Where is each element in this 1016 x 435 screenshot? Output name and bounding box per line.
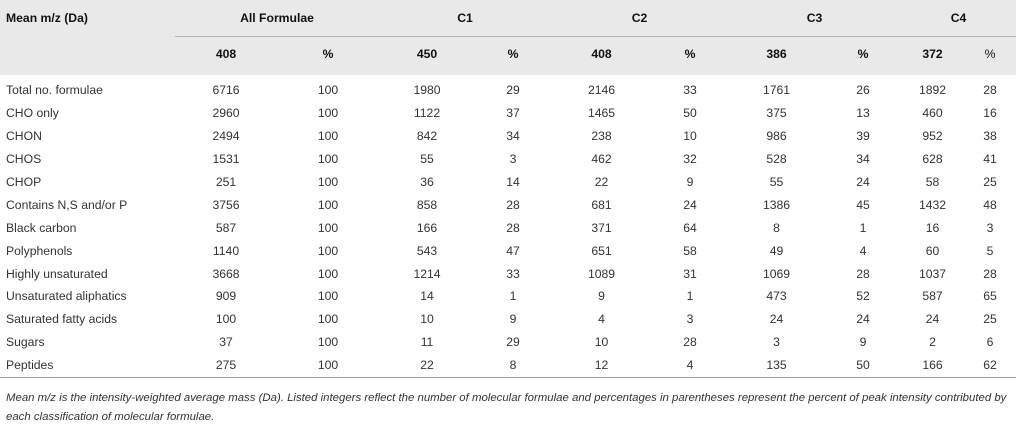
table-cell: 8 <box>475 354 551 377</box>
table-cell: 31 <box>683 266 697 281</box>
table-cell: 842 <box>416 129 438 144</box>
table-cell: 6716 <box>212 83 240 98</box>
table-cell: 251 <box>215 175 237 189</box>
table-footnote: Mean m/z is the intensity-weighted average mass (Da). Listed integers reflect the number of molecular formulae and percentages in parentheses represent the percent of peak intensity contributed by each classification of molecular formulae. <box>6 392 1007 423</box>
table-cell: 50 <box>683 106 697 121</box>
table-cell: 1892 <box>918 83 947 98</box>
table-cell: 2146 <box>587 83 616 98</box>
table-cell: 2 <box>929 335 936 350</box>
table-cell: 587 <box>922 289 943 304</box>
table-cell: 39 <box>856 129 870 144</box>
table-cell: 28 <box>506 197 520 212</box>
row-label: CHO only <box>6 106 59 121</box>
table-cell: 11 <box>420 335 434 350</box>
group-name: C3 <box>806 11 823 25</box>
table-cell: 100 <box>317 335 339 350</box>
table-row <box>0 285 1016 308</box>
table-row <box>0 193 1016 216</box>
table-cell: 49 <box>769 243 784 258</box>
table-cell: 371 <box>591 220 612 235</box>
table-cell: 1122 <box>413 106 441 121</box>
table-cell: 38 <box>983 129 997 144</box>
table-cell: 9 <box>598 289 605 304</box>
table-cell: 100 <box>317 312 339 327</box>
table-cell: 1 <box>859 220 867 235</box>
table-cell: 462 <box>591 152 612 167</box>
table-cell: 14 <box>506 175 520 189</box>
group-name: C4 <box>950 11 967 25</box>
table-cell: 24 <box>769 312 784 327</box>
table-cell: 100 <box>317 152 339 167</box>
table-cell: 952 <box>922 129 943 144</box>
table-cell: 986 <box>766 129 787 144</box>
header-row-groups <box>0 0 1016 37</box>
table-cell: 1386 <box>762 197 791 212</box>
table-cell: 28 <box>856 266 870 281</box>
table-cell: 45 <box>856 197 870 212</box>
group-header-c1 <box>379 0 551 37</box>
table-cell: 10 <box>683 129 697 144</box>
table-cell: 55 <box>420 152 434 167</box>
table-cell: 9 <box>686 175 694 189</box>
row-label: Sugars <box>6 335 45 350</box>
row-label: Unsaturated aliphatics <box>6 289 127 304</box>
table-cell: 22 <box>379 354 475 377</box>
table-cell: 651 <box>591 243 612 258</box>
table-cell: 8 <box>773 220 780 235</box>
row-label: CHOS <box>6 152 42 167</box>
table-cell: 1037 <box>918 266 947 281</box>
pct-c2: % <box>652 37 728 72</box>
table-row <box>0 102 1016 125</box>
table-cell: 100 <box>317 106 339 121</box>
row-label: Saturated fatty acids <box>6 312 118 327</box>
mean-c1: 450 <box>379 37 475 72</box>
mean-c3: 386 <box>728 37 825 72</box>
table-row <box>0 216 1016 239</box>
pct-c3: % <box>825 37 901 72</box>
table-row <box>0 331 1016 354</box>
pct-c4: % <box>964 37 1016 72</box>
mean-all: 408 <box>175 37 277 72</box>
table-cell: 1 <box>686 289 694 304</box>
row-label: Black carbon <box>6 220 77 235</box>
table-cell: 14 <box>420 289 434 304</box>
table-cell: 100 <box>317 175 339 189</box>
row-label: Polyphenols <box>6 243 73 258</box>
table-cell: 24 <box>856 312 870 327</box>
table-cell: 166 <box>901 354 964 377</box>
table-cell: 12 <box>551 354 652 377</box>
table-cell: 1432 <box>918 197 947 212</box>
table-cell: 29 <box>506 335 520 350</box>
table-cell: 62 <box>964 354 1016 377</box>
table-cell: 22 <box>594 175 609 189</box>
table-cell: 166 <box>416 220 438 235</box>
table-cell: 29 <box>506 83 520 98</box>
row-label: Contains N,S and/or P <box>6 197 128 212</box>
table-cell: 16 <box>925 220 940 235</box>
table-cell: 36 <box>420 175 434 189</box>
table-cell: 1069 <box>762 266 791 281</box>
table-row <box>0 239 1016 262</box>
table-cell: 28 <box>983 83 997 98</box>
table-cell: 48 <box>983 197 997 212</box>
table-cell: 1089 <box>587 266 616 281</box>
table-cell: 100 <box>317 243 339 258</box>
table-cell: 1214 <box>413 266 441 281</box>
table-cell: 4 <box>598 312 605 327</box>
table-cell: 100 <box>317 129 339 144</box>
group-header-c4 <box>901 0 1016 37</box>
table-cell: 24 <box>856 175 870 189</box>
table-cell: 528 <box>766 152 787 167</box>
table-cell: 4 <box>652 354 728 377</box>
table-cell: 58 <box>683 243 697 258</box>
table-cell: 26 <box>856 83 870 98</box>
table-cell: 65 <box>983 289 997 304</box>
pct-c1: % <box>475 37 551 72</box>
table-cell: 3668 <box>212 266 240 281</box>
table-body <box>0 75 1016 377</box>
row-label: Highly unsaturated <box>6 266 108 281</box>
table-cell: 32 <box>683 152 697 167</box>
table-cell: 543 <box>416 243 438 258</box>
table-cell: 1531 <box>212 152 240 167</box>
table-row <box>0 125 1016 148</box>
table-cell: 52 <box>856 289 870 304</box>
table-cell: 858 <box>416 197 438 212</box>
table-cell: 2960 <box>212 106 240 121</box>
table-cell: 100 <box>317 83 339 98</box>
group-header-c3 <box>728 0 901 37</box>
table-cell: 375 <box>766 106 787 121</box>
table-cell: 473 <box>766 289 787 304</box>
table-cell: 3756 <box>212 197 240 212</box>
table-cell: 28 <box>506 220 520 235</box>
table-cell: 4 <box>859 243 867 258</box>
table-cell: 460 <box>922 106 943 121</box>
group-name: C2 <box>631 11 648 25</box>
table-cell: 28 <box>983 266 997 281</box>
pct-all: % <box>277 37 379 72</box>
header-row-means <box>0 37 1016 72</box>
table-cell: 587 <box>215 220 237 235</box>
table-cell: 24 <box>683 197 697 212</box>
table-cell: 37 <box>506 106 520 121</box>
table-cell: 1 <box>509 289 517 304</box>
table-row <box>0 75 1016 102</box>
table-cell: 41 <box>983 152 997 167</box>
table-cell: 10 <box>420 312 434 327</box>
table-cell: 9 <box>859 335 867 350</box>
table-cell: 100 <box>317 220 339 235</box>
table-cell: 34 <box>856 152 870 167</box>
row-label: CHOP <box>6 175 42 189</box>
group-header-c2 <box>551 0 728 37</box>
table-row <box>0 148 1016 171</box>
table-cell: 47 <box>506 243 520 258</box>
table-row <box>0 354 1016 377</box>
table-cell: 100 <box>215 312 237 327</box>
table-cell: 681 <box>591 197 612 212</box>
table-cell: 100 <box>277 354 379 377</box>
group-name: All Formulae <box>240 11 314 25</box>
table-cell: 1140 <box>212 243 240 258</box>
table-cell: 628 <box>922 152 943 167</box>
table-cell: 3 <box>686 312 694 327</box>
table-cell: 275 <box>175 354 277 377</box>
table-cell: 100 <box>317 266 339 281</box>
table-cell: 50 <box>825 354 901 377</box>
table-cell: 909 <box>215 289 237 304</box>
table-cell: 60 <box>925 243 940 258</box>
table-cell: 3 <box>986 220 994 235</box>
mean-c2: 408 <box>551 37 652 72</box>
table-cell: 37 <box>219 335 233 350</box>
table-cell: 135 <box>728 354 825 377</box>
table-cell: 24 <box>925 312 940 327</box>
group-header-all <box>175 0 379 37</box>
table-cell: 34 <box>506 129 520 144</box>
row-label: Total no. formulae <box>6 83 103 98</box>
table-cell: 238 <box>591 129 612 144</box>
header-label: Mean m/z (Da) <box>0 0 175 37</box>
table-cell: 55 <box>769 175 784 189</box>
table-cell: 1465 <box>587 106 616 121</box>
row-label: Peptides <box>0 354 175 377</box>
table-row <box>0 171 1016 194</box>
table-cell: 33 <box>506 266 520 281</box>
table-cell: 1761 <box>762 83 791 98</box>
group-name: C1 <box>457 11 473 25</box>
table-cell: 25 <box>983 175 997 189</box>
table-cell: 9 <box>509 312 517 327</box>
table-row <box>0 262 1016 285</box>
table-row <box>0 308 1016 331</box>
table-cell: 3 <box>509 152 517 167</box>
table-cell: 100 <box>317 289 339 304</box>
table-cell: 25 <box>983 312 997 327</box>
table-cell: 64 <box>683 220 697 235</box>
table-cell: 58 <box>925 175 940 189</box>
table-cell: 1980 <box>413 83 441 98</box>
table-cell: 33 <box>683 83 697 98</box>
table-cell: 6 <box>986 335 994 350</box>
mean-c4: 372 <box>901 37 964 72</box>
table-cell: 28 <box>683 335 697 350</box>
table-cell: 5 <box>986 243 994 258</box>
table-cell: 10 <box>594 335 609 350</box>
table-cell: 3 <box>773 335 780 350</box>
table-cell: 2494 <box>212 129 240 144</box>
row-label: CHON <box>6 129 42 144</box>
table-cell: 13 <box>856 106 870 121</box>
table-cell: 100 <box>317 197 339 212</box>
table-cell: 16 <box>983 106 997 121</box>
